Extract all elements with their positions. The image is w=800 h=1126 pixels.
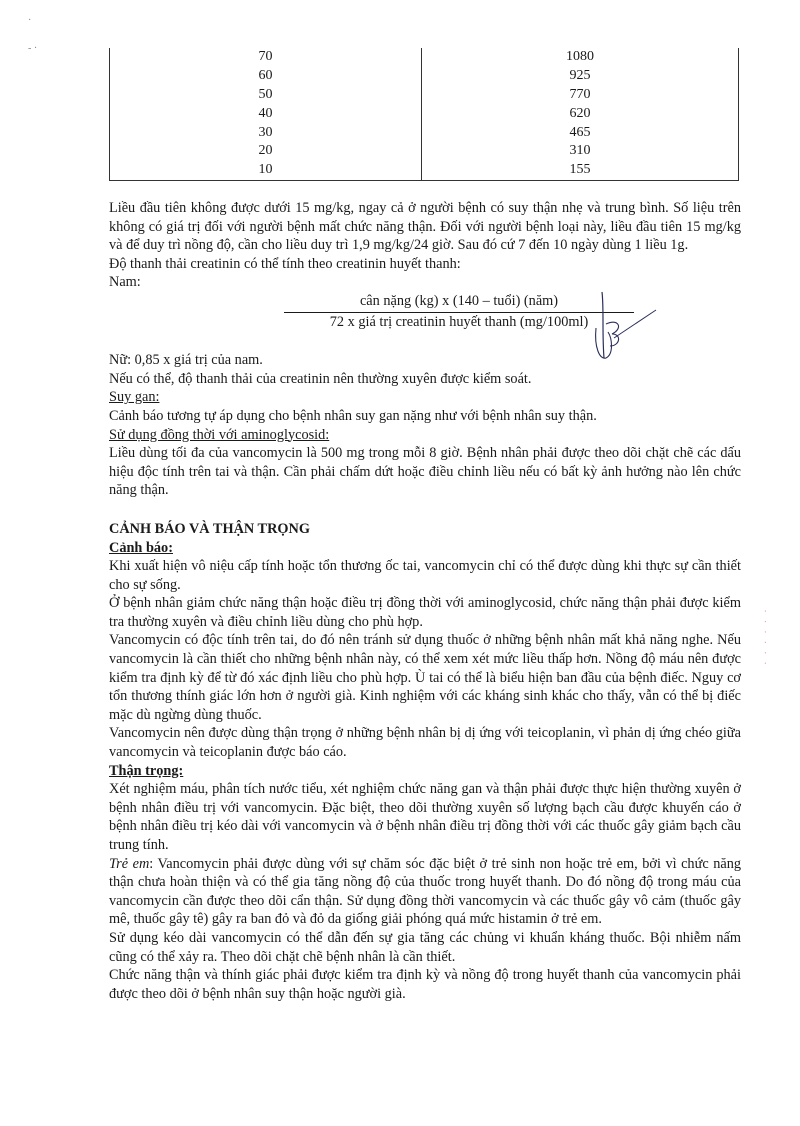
table-cell: 1080 [422, 48, 739, 67]
paragraph: Nếu có thể, độ thanh thải của creatinin nên thường xuyên được kiểm soát. [109, 370, 532, 387]
paragraph: Ở bệnh nhân giảm chức năng thận hoặc điều trị đồng thời với aminoglycosid, chức năng thận phải được kiểm tra thường xuyên và điều chỉnh liều dùng cho phù hợp. [109, 595, 741, 630]
paragraph: Chức năng thận và thính giác phải được kiểm tra định kỳ và nồng độ trong huyết thanh của vancomycin phải được theo dõi ở bệnh nhân suy thận hoặc người già. [109, 967, 741, 1002]
handwritten-signature [590, 288, 660, 368]
table-row [110, 142, 739, 161]
children-label: Trẻ em [109, 855, 150, 872]
paragraph: Sử dụng kéo dài vancomycin có thể dẫn đến sự gia tăng các chủng vi khuẩn kháng thuốc. Bội nhiễm nấm cũng có thể xảy ra. Theo dõi chặt chẽ bệnh nhân là cần thiết. [109, 929, 741, 965]
table-cell: 465 [422, 123, 739, 142]
subheading-precautions: Thận trọng: [109, 762, 184, 779]
table-cell: 40 [110, 104, 422, 123]
paragraph: Liều đầu tiên không được dưới 15 mg/kg, ngay cả ở người bệnh có suy thận nhẹ và trung bình. Số liệu trên không có giá trị đối với người bệnh mất chức năng thận. Đối với người bệnh loại này, liều đầu tiên 15 mg/kg và để duy trì nồng độ, cần cho liều duy trì 1,9 mg/kg/24 giờ. Sau đó cứ 7 đến 10 ngày dùng 1 liều 1g. [109, 200, 741, 254]
table-row [110, 48, 739, 67]
paragraph [109, 855, 741, 929]
table-row [110, 104, 739, 123]
paragraph: Vancomycin có độc tính trên tai, do đó nên tránh sử dụng thuốc ở những bệnh nhân mất khả năng nghe. Nếu vancomycin là cần thiết cho những bệnh nhân này, có thể xem xét mức liều thấp hơn. Nồng độ máu nên được kiểm tra định kỳ để từ đó xác định liều cho phù hợp. Ù tai có thể là biểu hiện ban đầu của bệnh điếc. Nguy cơ tổn thương thính giác lớn hơn ở người già. Kinh nghiệm với các kháng sinh khác cho thấy, vẫn có thể bị điếc mặc dù ngừng dùng thuốc. [109, 632, 741, 723]
paragraph: Độ thanh thải creatinin có thể tính theo creatinin huyết thanh: [109, 255, 461, 272]
paragraph: Cảnh báo tương tự áp dụng cho bệnh nhân suy gan nặng như với bệnh nhân suy thận. [109, 407, 597, 424]
table-row [110, 67, 739, 86]
formula-numerator: cân nặng (kg) x (140 – tuổi) (năm) [359, 292, 559, 309]
table-cell: 155 [422, 161, 739, 180]
subheading-warnings: Cảnh báo: [109, 539, 173, 556]
paragraph: Nam: [109, 274, 141, 291]
paragraph: Khi xuất hiện vô niệu cấp tính hoặc tổn thương ốc tai, vancomycin chỉ có thể được dùng khi thực sự cần thiết cho sự sống. [109, 558, 741, 593]
table-row [110, 123, 739, 142]
table-row [110, 86, 739, 105]
paragraph: Nữ: 0,85 x giá trị của nam. [109, 352, 263, 369]
table-row [110, 161, 739, 180]
table-cell: 70 [110, 48, 422, 67]
dosage-table [109, 48, 739, 181]
table-cell: 20 [110, 142, 422, 161]
formula-denominator: 72 x giá trị creatinin huyết thanh (mg/100ml) [329, 313, 589, 330]
spacer [109, 500, 741, 520]
scan-specks: · - · [28, 15, 38, 54]
paragraph: Xét nghiệm máu, phân tích nước tiểu, xét nghiệm chức năng gan và thận phải được thực hiện thường xuyên ở bệnh nhân điều trị với vancomycin. Đặc biệt, theo dõi thường xuyên số lượng bạch cầu được khuyến cáo ở bệnh nhân điều trị kéo dài với vancomycin và ở bệnh nhân điều trị đồng thời với các thuốc gây giảm bạch cầu trung tính. [109, 781, 741, 853]
table-cell: 925 [422, 67, 739, 86]
subheading-liver: Suy gan: [109, 389, 160, 406]
paragraph: Vancomycin nên được dùng thận trọng ở những bệnh nhân bị dị ứng với teicoplanin, vì phản dị ứng chéo giữa vancomycin và teicoplanin được báo cáo. [109, 725, 741, 761]
table-cell: 10 [110, 161, 422, 180]
paragraph: Liều dùng tối đa của vancomycin là 500 mg trong mỗi 8 giờ. Bệnh nhân phải được theo dõi chặt chẽ các dấu hiệu độc tính trên tai và thận. Cần phải chấm dứt hoặc điều chỉnh liều nếu có bất kỳ ảnh hưởng nào lên chức năng thận. [109, 445, 741, 499]
table-cell: 30 [110, 123, 422, 142]
table-cell: 770 [422, 86, 739, 105]
table-cell: 310 [422, 142, 739, 161]
red-stamp-mark: · · · · · · [760, 607, 772, 665]
children-text: : Vancomycin phải được dùng với sự chăm sóc đặc biệt ở trẻ sinh non hoặc trẻ em, bởi vì chức năng thận chưa hoàn thiện và có thể gia tăng nồng độ của thuốc trong huyết thanh. Do đó nồng độ trong máu của vancomycin cần được theo dõi cẩn thận. Sử dụng đồng thời vancomycin và các thuốc gây vô cảm (thuốc gây mê, thuốc gây tê) gây ra ban đỏ và đỏ da giống giải phóng quá mức histamin ở trẻ em. [109, 855, 741, 928]
table-cell: 50 [110, 86, 422, 105]
section-title: CẢNH BÁO VÀ THẬN TRỌNG [109, 520, 310, 537]
table-cell: 60 [110, 67, 422, 86]
table-cell: 620 [422, 104, 739, 123]
subheading-aminoglycosid: Sử dụng đồng thời với aminoglycosid: [109, 426, 330, 443]
